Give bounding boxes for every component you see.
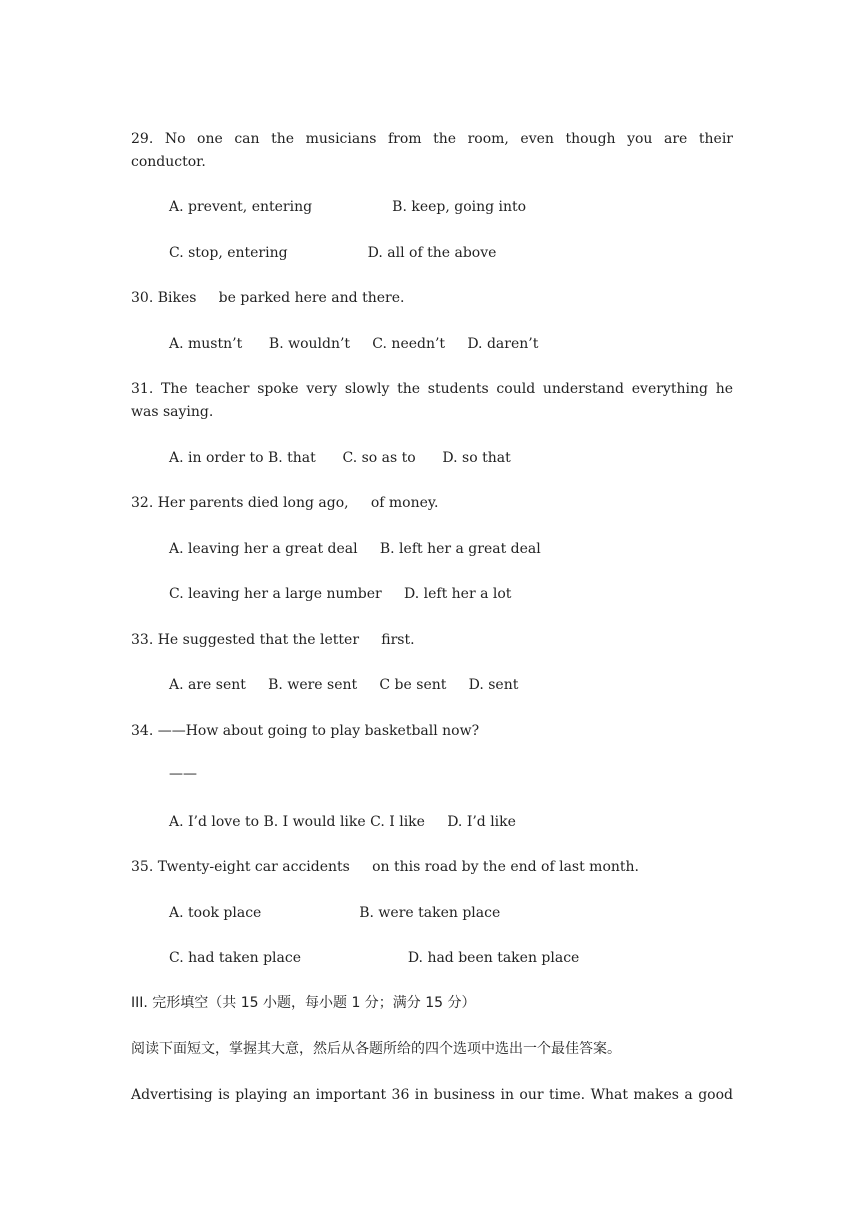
question-31-options: A. in order to B. that C. so as to D. so that — [169, 450, 511, 466]
question-34-stem: 34. ——How about going to play basketball now? — [131, 723, 480, 739]
question-35-options-cd: C. had taken place D. had been taken place — [169, 950, 580, 966]
question-33-options: A. are sent B. were sent C be sent D. sent — [169, 677, 519, 693]
question-33-stem: 33. He suggested that the letter first. — [131, 632, 415, 648]
question-32-stem: 32. Her parents died long ago, of money. — [131, 495, 439, 511]
question-35-options-ab: A. took place B. were taken place — [169, 905, 501, 921]
question-31-line-1: 31. The teacher spoke very slowly the students could understand everything he — [131, 381, 733, 397]
question-34-answer-dash: —— — [169, 766, 197, 782]
question-30-stem: 30. Bikes be parked here and there. — [131, 290, 405, 306]
question-32-options-cd: C. leaving her a large number D. left her a lot — [169, 586, 512, 602]
section-3-heading: III. 完形填空（共 15 小题，每小题 1 分；满分 15 分） — [131, 995, 476, 1011]
question-31-line-2: was saying. — [131, 404, 214, 420]
question-29-options-ab: A. prevent, entering B. keep, going into — [169, 199, 527, 215]
question-29-line-2: conductor. — [131, 154, 206, 170]
question-34-options: A. I’d love to B. I would like C. I like D. I’d like — [169, 814, 516, 830]
passage-line-1: Advertising is playing an important 36 in business in our time. What makes a good — [131, 1087, 733, 1103]
question-35-stem: 35. Twenty-eight car accidents on this road by the end of last month. — [131, 859, 639, 875]
question-29-options-cd: C. stop, entering D. all of the above — [169, 245, 497, 261]
question-32-options-ab: A. leaving her a great deal B. left her a great deal — [169, 541, 541, 557]
question-29-line-1: 29. No one can the musicians from the room, even though you are their — [131, 131, 733, 147]
section-3-instruction: 阅读下面短文，掌握其大意，然后从各题所给的四个选项中选出一个最佳答案。 — [131, 1041, 621, 1057]
question-30-options: A. mustn’t B. wouldn’t C. needn’t D. daren’t — [169, 336, 539, 352]
